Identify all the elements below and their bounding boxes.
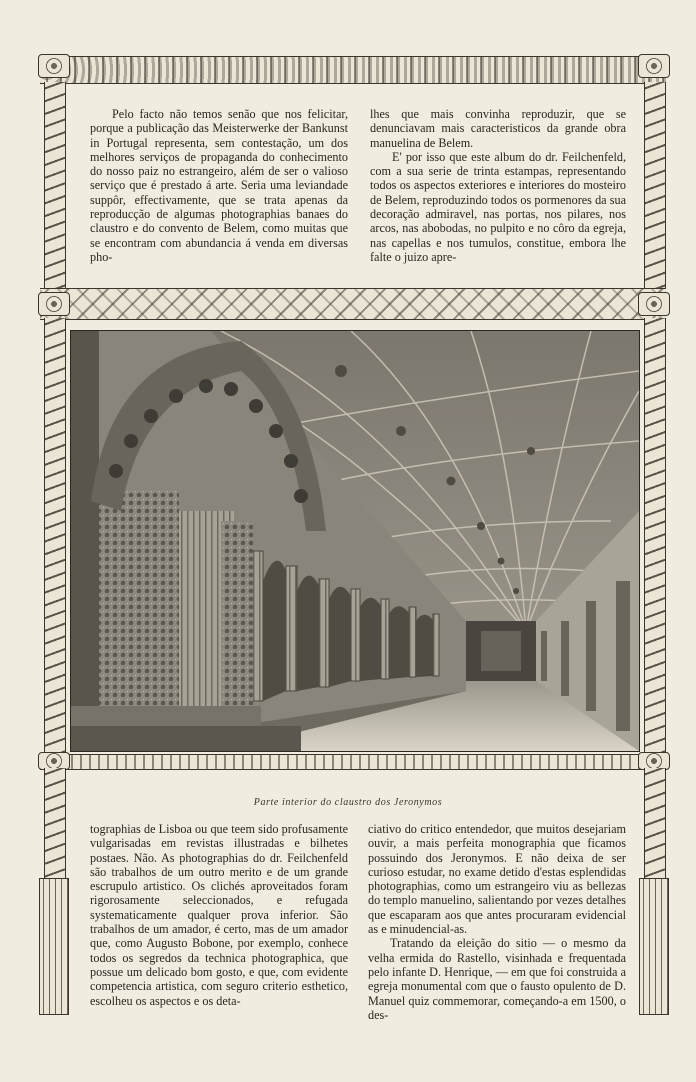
paragraph: Tratando da eleição do sitio — o mesmo da velha ermida do Rastello, visinhada e frequentada pelo infante D. Henrique, — em que foi construida a egreja monumental com que o fausto opulento de D. Manuel quiz commemorar, começando-a em 1500, o des- [368, 936, 626, 1022]
left-twisted-column-middle [44, 318, 66, 758]
middle-ornamental-frieze [40, 288, 666, 320]
paragraph: tographias de Lisboa ou que teem sido profusamente vulgarisadas em revistas illustradas e bilhetes postaes. Não. As photographias do dr. Feilchenfeld são trabalhos de um outro merito e de um grande escrupulo artistico. Os clichés aproveitados foram rigorosamente seleccionados, e refugada systematicamente qualquer prova inferior. São trabalhos de um amador, é certo, mas de um amador que, como Augusto Bobone, por exemplo, conhece todos os segredos da technica photographica, que possue um delicado bom gosto, e que, com evidente competencia artistica, com seguro criterio esthetico, escolheu os aspectos e os deta- [90, 822, 348, 1008]
bottom-right-text-column [368, 822, 626, 1022]
paragraph: lhes que mais convinha reproduzir, que se denunciavam mais caracteristicos da grande obra manuelina de Belem. [370, 107, 626, 150]
mid-left-capital [38, 292, 70, 316]
right-twisted-column-upper [644, 82, 666, 290]
left-twisted-column-upper [44, 82, 66, 290]
top-ornamental-frieze [40, 56, 666, 84]
paragraph: E' por isso que este album do dr. Feilchenfeld, com a sua serie de trinta estampas, representando todos os aspectos exteriores e interiores do mosteiro de Belem, reproduzindo todos os pormenores da sua decoração admiravel, nas portas, nos pilares, nos arcos, nas abobodas, no pulpito e no côro da egreja, nas capellas e nos tumulos, constitue, embora lhe falte o juizo apre- [370, 149, 626, 264]
top-left-text-column [90, 107, 348, 264]
top-right-text-column [370, 107, 626, 264]
lower-ornamental-band [40, 754, 666, 770]
right-twisted-column-lower [644, 768, 666, 878]
paragraph: ciativo do critico entendedor, que muitos desejariam ouvir, a mais perfeita monographia que ficamos possuindo dos Jeronymos. E não deixa de ser curioso estudar, no exame detido d'estas esplendidas photographias, como um estrangeiro viu as bellezas do templo manuelino, salientando por vezes detalhes que escaparam aos que antes procuraram evidencial as e minudencial-as. [368, 822, 626, 937]
right-twisted-column-middle [644, 318, 666, 758]
mid-right-capital [638, 292, 670, 316]
cloister-photo-drawing [71, 331, 639, 751]
paragraph: Pelo facto não temos senão que nos felicitar, porque a publicação das Meisterwerke der Bankunst in Portugal representa, sem contestação, um dos melhores serviços de propaganda do conhecimento do nosso paiz no estrangeiro, além de ser o valioso serviço que é prestado á arte. Seria uma leviandade suppôr, effectivamente, que se trata apenas da reproducção de algumas photographias banaes do claustro e do convento de Belem, como muitas que se encontram com abundancia á venda em diversas pho- [90, 107, 348, 264]
top-left-capital [38, 54, 70, 78]
right-column-plinth [639, 878, 669, 1015]
photo-caption: Parte interior do claustro dos Jeronymos [253, 797, 443, 808]
left-twisted-column-lower [44, 768, 66, 878]
bottom-left-text-column [90, 822, 348, 1008]
top-right-capital [638, 54, 670, 78]
cloister-photograph [70, 330, 640, 752]
left-column-plinth [39, 878, 69, 1015]
